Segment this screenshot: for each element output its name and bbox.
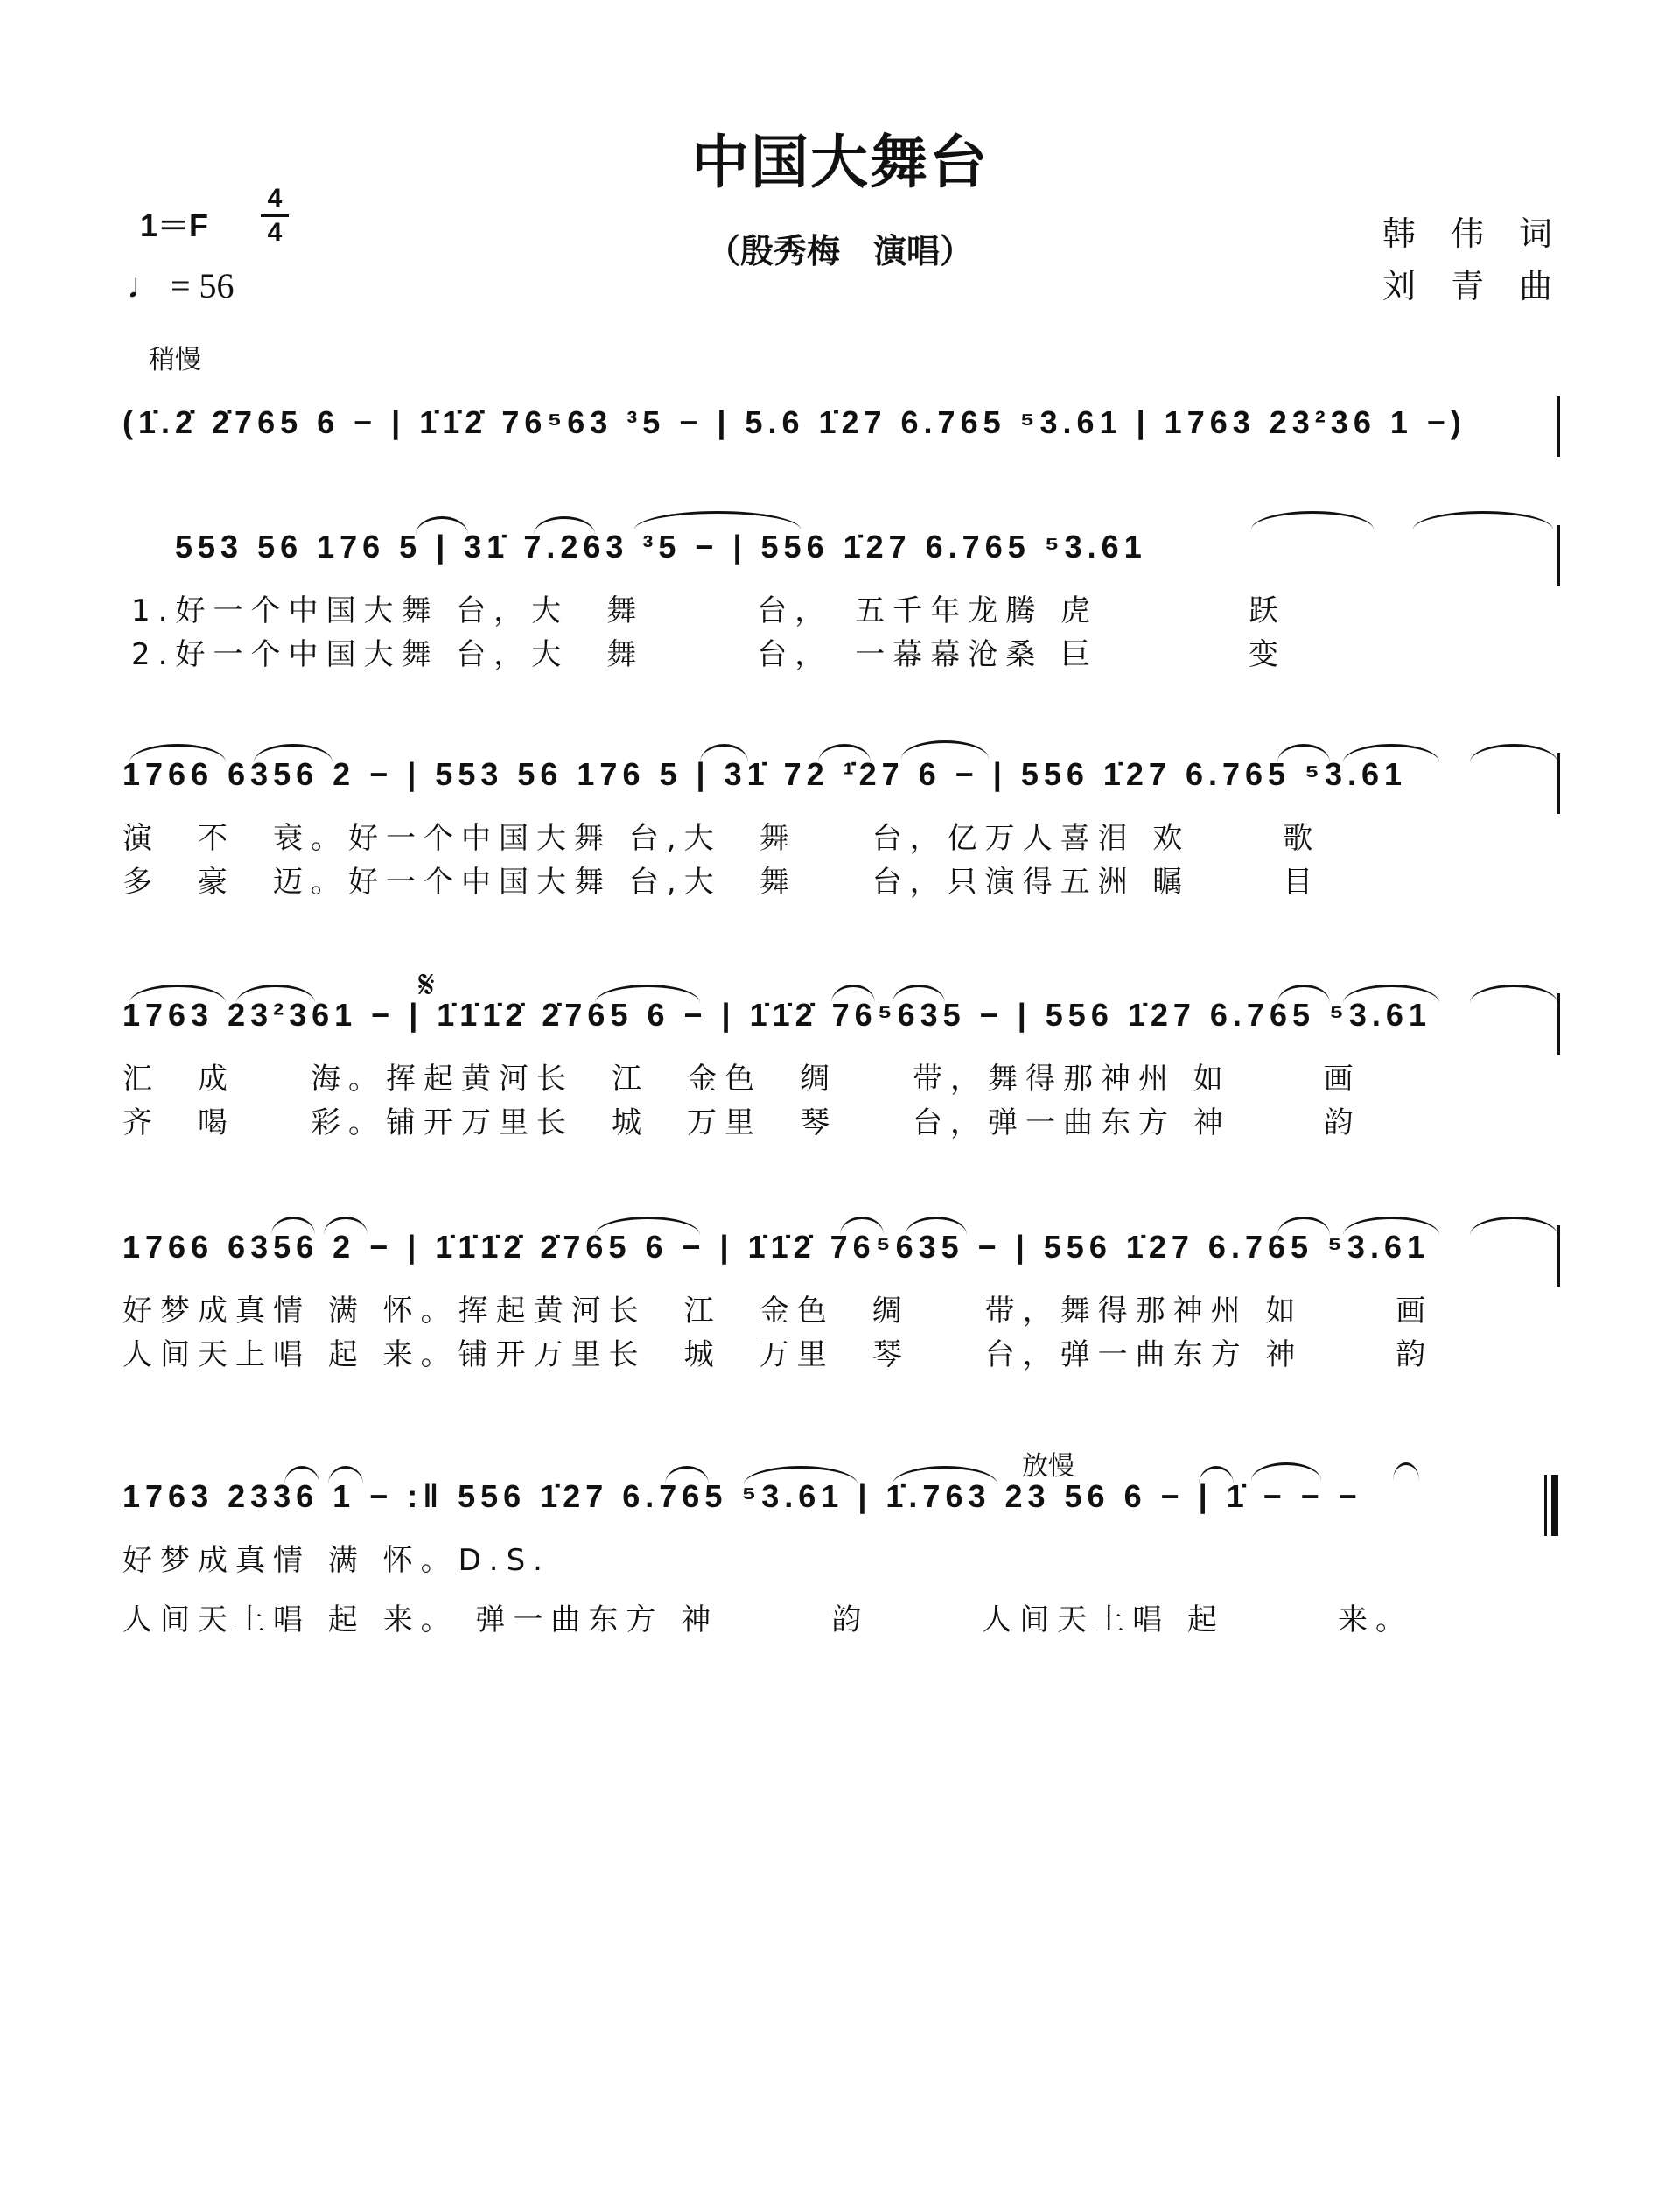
barline (1558, 396, 1560, 457)
lyric-line-verse-1: 1.好一个中国大舞 台，大 舞 台， 五千年龙腾 虎 跃 (131, 593, 1287, 628)
slur (1470, 1217, 1558, 1235)
lyric-line-verse-1: 好梦成真情 满 怀。挥起黄河长 江 金色 绸 带，舞得那神州 如 画 (122, 1294, 1434, 1329)
expression-marking-start: 稍慢 (149, 345, 201, 375)
time-signature-line (261, 214, 289, 217)
lyric-line-verse-1: 演 不 衰。好一个中国大舞 台,大 舞 台，亿万人喜泪 欢 歌 (122, 821, 1321, 856)
singer-credit: （殷秀梅 演唱） (706, 232, 973, 270)
tempo-marking: ♩ = 56 (127, 266, 234, 305)
fermata (1393, 1462, 1419, 1481)
song-title: 中国大舞台 (691, 128, 989, 196)
slur (1413, 511, 1553, 529)
final-barline (1544, 1475, 1558, 1536)
slur (634, 511, 801, 529)
slur (1470, 985, 1558, 1003)
segno-sign: 𝄋 (418, 963, 435, 1007)
lyric-line-verse-2: 多 豪 迈。好一个中国大舞 台,大 舞 台，只演得五洲 瞩 目 (122, 865, 1321, 900)
lyric-line-verse-2: 人间天上唱 起 来。 弹一曲东方 神 韵 人间天上唱 起 来。 (122, 1602, 1414, 1637)
notation-line: 1763 2336 1 − :‖ 556 1̇27 6.765 ⁵3.61 | 1̇.763 23 56 6 − | 1̇ − − − (122, 1478, 1362, 1514)
barline (1558, 993, 1560, 1055)
lyricist-credit: 韩 伟 词 (1382, 214, 1565, 253)
slur (1251, 511, 1374, 529)
composer-credit: 刘 青 曲 (1382, 267, 1565, 305)
lyric-line-verse-2: 齐 喝 彩。铺开万里长 城 万里 琴 台，弹一曲东方 神 韵 (122, 1105, 1362, 1140)
lyric-line-verse-2: 人间天上唱 起 来。铺开万里长 城 万里 琴 台，弹一曲东方 神 韵 (122, 1337, 1434, 1372)
lyric-line-verse-1: 好梦成真情 满 怀。D.S. (122, 1543, 550, 1578)
lyric-line-verse-1: 汇 成 海。挥起黄河长 江 金色 绸 带，舞得那神州 如 画 (122, 1062, 1362, 1097)
barline (1558, 1225, 1560, 1287)
barline (1558, 525, 1560, 586)
notation-line: 1766 6356 2 − | 1̇1̇1̇2̇ 2̇765 6 − | 1̇1̇2̇ 76⁵635 − | 556 1̇27 6.765 ⁵3.61 (122, 1229, 1430, 1265)
notation-line: (1̇.2̇ 2̇765 6 − | 1̇1̇2̇ 76⁵63 ³5 − | 5.6 1̇27 6.765 ⁵3.61 | 1763 23²36 1 −) (122, 404, 1466, 440)
slur (1470, 744, 1558, 762)
lyric-line-verse-2: 2.好一个中国大舞 台，大 舞 台， 一幕幕沧桑 巨 变 (131, 637, 1287, 672)
notation-line: 1763 23²361 − | 1̇1̇1̇2̇ 2̇765 6 − | 1̇1̇2̇ 76⁵635 − | 556 1̇27 6.765 ⁵3.61 (122, 997, 1432, 1033)
barline (1558, 753, 1560, 814)
time-signature (257, 184, 292, 248)
time-signature-bottom: 4 (267, 218, 283, 247)
expression-marking-end: 放慢 (1022, 1451, 1074, 1482)
notation-line: 553 56 176 5 | 31̇ 7.263 ³5 − | 556 1̇27 6.765 ⁵3.61 (175, 529, 1147, 565)
notation-line: 1766 6356 2 − | 553 56 176 5 | 31̇ 72 ¹̇27 6 − | 556 1̇27 6.765 ⁵3.61 (122, 756, 1408, 792)
time-signature-top: 4 (267, 184, 283, 213)
key-signature: 1＝F (140, 207, 209, 243)
